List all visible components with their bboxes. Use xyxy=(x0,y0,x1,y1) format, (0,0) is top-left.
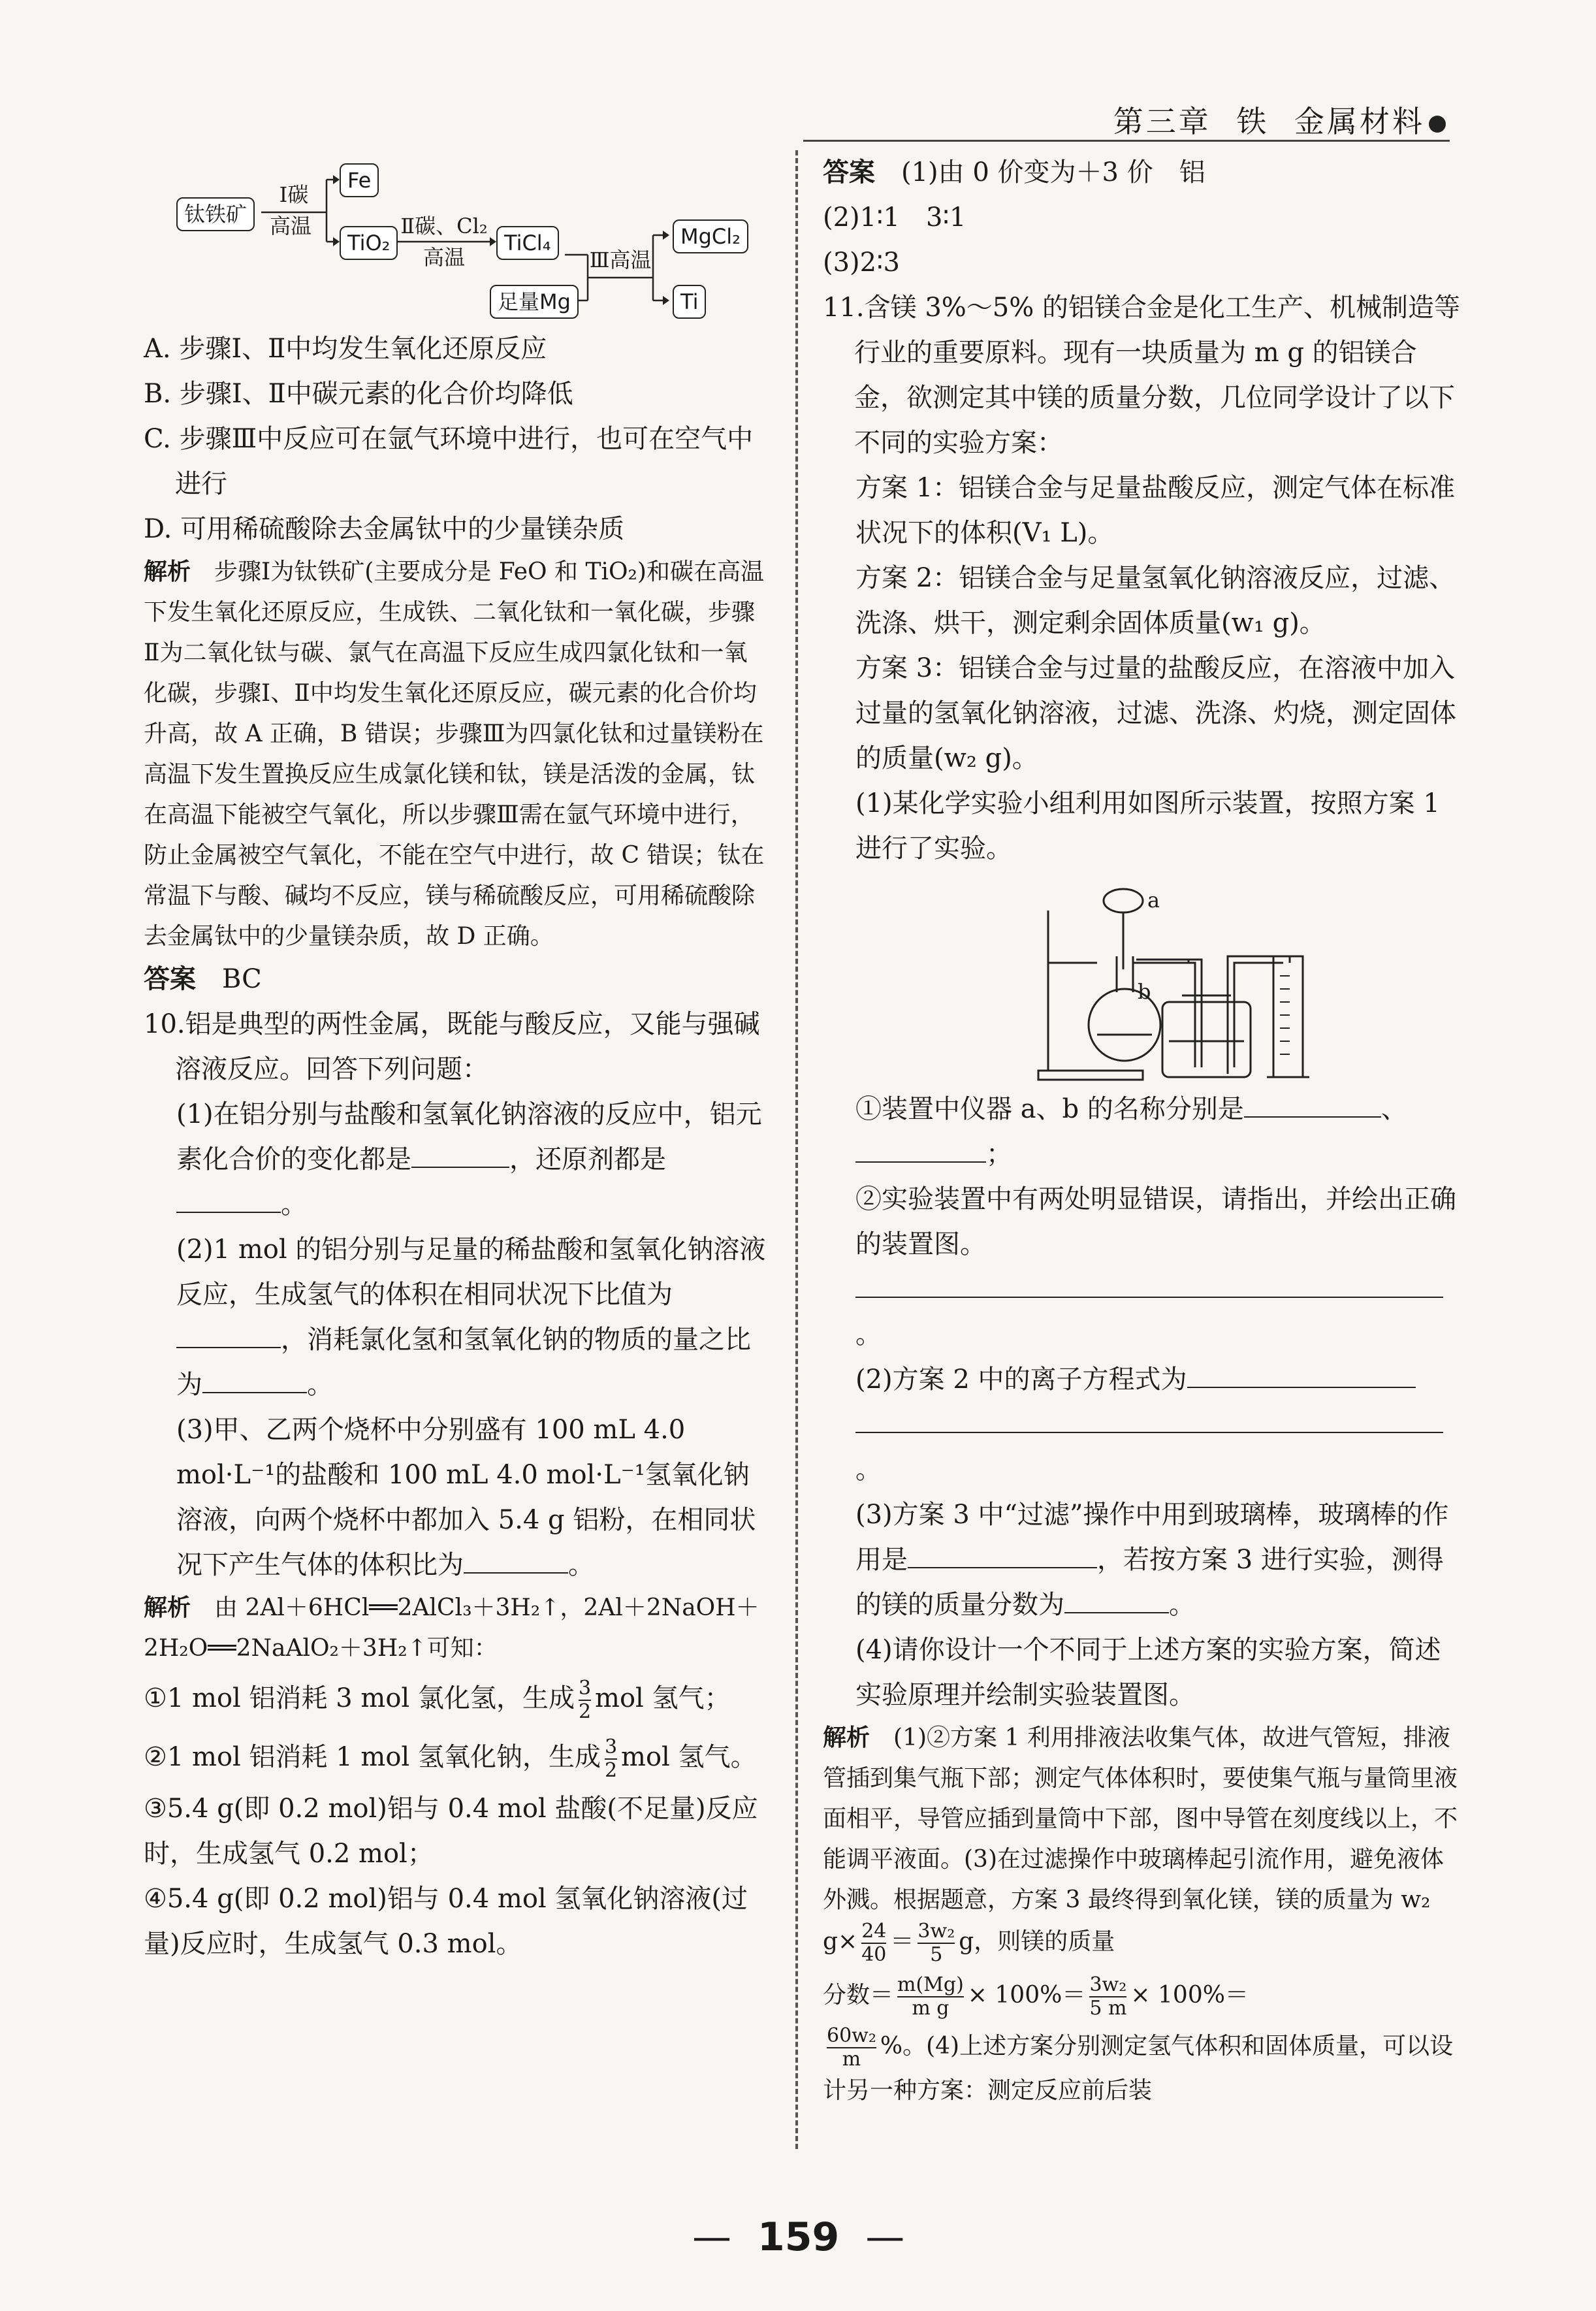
analysis-label-2: 解析 xyxy=(144,1594,191,1621)
label-b: b xyxy=(1138,979,1151,1004)
page-header xyxy=(1113,98,1446,141)
q10-part3-text: (3)甲、乙两个烧杯中分别盛有 100 mL 4.0 mol·L⁻¹的盐酸和 100 mL 4.0 mol·L⁻¹氢氧化钠溶液，向两个烧杯中都加入 5.4 g 铝粉，在相同状况下产生气体的体积比为 xyxy=(176,1415,756,1580)
sub3-text: (3)方案 3 中“过滤”操作中用到玻璃棒，玻璃棒的作用是 xyxy=(855,1500,1449,1575)
blank-e[interactable] xyxy=(908,1541,1097,1568)
q11-analysis-text-2: g，则镁的质量 xyxy=(959,1928,1115,1955)
step3-label: Ⅲ高温 xyxy=(589,248,652,272)
sep-end: ； xyxy=(986,1139,1012,1169)
q10-stem xyxy=(144,1002,771,1092)
blank-3[interactable] xyxy=(176,1321,281,1348)
fraction-60w2-m xyxy=(827,2025,876,2071)
q11-analysis xyxy=(823,1718,1463,1966)
header-rule xyxy=(803,140,1450,142)
blank-f[interactable] xyxy=(1064,1586,1169,1613)
a2-text-b: mol 氢气。 xyxy=(621,1742,757,1772)
sub-question-1: (1)某化学实验小组利用如图所示装置，按照方案 1 进行了实验。 xyxy=(855,788,1440,864)
right-column xyxy=(823,150,1463,2111)
analysis-label: 解析 xyxy=(144,558,191,585)
q10-analysis-4: ④5.4 g(即 0.2 mol)铝与 0.4 mol 氢氧化钠溶液(过量)反应时，生成氢气 0.3 mol。 xyxy=(144,1884,748,1959)
step2-condition: 高温 xyxy=(423,245,465,270)
fraction-3-2-b xyxy=(605,1736,617,1782)
blank-1[interactable] xyxy=(411,1140,509,1168)
equals: ＝ xyxy=(890,1928,914,1955)
frac-num: 3w₂ xyxy=(1089,1973,1127,1996)
q9-analysis xyxy=(144,552,771,957)
q9-answer xyxy=(144,957,771,1002)
blank-d[interactable] xyxy=(855,1406,1443,1433)
frac-num: 3w₂ xyxy=(918,1920,955,1943)
frac-num: 24 xyxy=(861,1920,887,1943)
frac-num: 3 xyxy=(604,1736,618,1758)
analysis-label-3: 解析 xyxy=(823,1724,870,1751)
blank-5[interactable] xyxy=(464,1546,568,1574)
fraction-3w2-5m xyxy=(1089,1974,1126,2020)
step1-label: Ⅰ碳 xyxy=(279,182,309,207)
blank-c[interactable] xyxy=(1187,1361,1416,1388)
q10-number: 10. xyxy=(144,1009,185,1039)
q11-number: 11. xyxy=(823,293,865,323)
sub-question-2: (2)方案 2 中的离子方程式为 。 xyxy=(823,1357,1463,1493)
left-column xyxy=(144,150,771,1967)
times-100-b: × 100%＝ xyxy=(1130,1982,1249,2009)
sub-question-3 xyxy=(823,1493,1463,1628)
fraction-3w2-5 xyxy=(918,1920,955,1966)
step2-label: Ⅱ碳、Cl₂ xyxy=(400,214,488,238)
blank-a[interactable] xyxy=(1244,1090,1381,1118)
a1-text: ①1 mol 铝消耗 3 mol 氯化氢，生成 xyxy=(144,1683,575,1713)
q9-answer-text: BC xyxy=(222,964,262,994)
bullet-icon xyxy=(1429,116,1446,133)
frac-den: 2 xyxy=(578,1700,592,1723)
chapter-subtitle: 金属材料 xyxy=(1294,104,1425,139)
frac-den: 5 xyxy=(930,1943,943,1966)
sub1-q2: ②实验装置中有两处明显错误，请指出，并绘出正确的装置图。 xyxy=(855,1184,1456,1259)
tio2-box: TiO₂ xyxy=(340,226,398,260)
sub1-q1-text: ①装置中仪器 a、b 的名称分别是 xyxy=(855,1094,1244,1124)
q10-stem-text: 铝是典型的两性金属，既能与酸反应，又能与强碱溶液反应。回答下列问题： xyxy=(175,1009,760,1084)
column-divider xyxy=(795,150,798,2149)
frac-den: 2 xyxy=(604,1759,618,1782)
answer-label: 答案 xyxy=(144,964,196,994)
option-d: D. 可用稀硫酸除去金属钛中的少量镁杂质 xyxy=(144,514,625,544)
frac-den: m xyxy=(842,2048,861,2071)
option-c: C. 步骤Ⅲ中反应可在氩气环境中进行，也可在空气中进行 xyxy=(144,424,754,499)
q10-part1: (1)在铝分别与盐酸和氢氧化钠溶液的反应中，铝元素化合价的变化都是 ，还原剂都是 。 xyxy=(176,1099,762,1220)
chapter-title: 铁 xyxy=(1236,104,1269,139)
blank-b[interactable] xyxy=(855,1135,986,1163)
titanium-flow-diagram xyxy=(144,150,771,327)
q10-analysis-3: ③5.4 g(即 0.2 mol)铝与 0.4 mol 盐酸(不足量)反应时，生成氢气 0.2 mol； xyxy=(144,1794,758,1869)
plan-3: 方案 3：铝镁合金与过量的盐酸反应，在溶液中加入过量的氢氧化钠溶液，过滤、洗涤、灼烧，测定固体的质量(w₂ g)。 xyxy=(855,653,1456,773)
q10-part1-text-b: ，还原剂都是 xyxy=(509,1144,666,1174)
sub3-text-b: ，若按方案 3 进行实验，测得的镁的质量分数为 xyxy=(855,1545,1444,1620)
frac-den: 40 xyxy=(861,1943,887,1966)
option-b: B. 步骤Ⅰ、Ⅱ中碳元素的化合价均降低 xyxy=(144,379,573,409)
fraction-label: 分数＝ xyxy=(823,1982,894,2009)
q10-analysis-2 xyxy=(144,1728,771,1786)
q11-stem xyxy=(823,285,1463,466)
fraction-3-2 xyxy=(579,1677,591,1723)
q10-part2-text-b: ，消耗氯化氢和氢氧化钠的物质的量之比为 xyxy=(176,1325,751,1400)
q10-analysis-1 xyxy=(144,1669,771,1728)
blank-2[interactable] xyxy=(176,1186,281,1213)
blank-4[interactable] xyxy=(202,1366,307,1393)
step1-condition: 高温 xyxy=(269,214,311,238)
sub1-q1 xyxy=(823,1087,1463,1177)
frac-num: 60w₂ xyxy=(827,2024,876,2047)
q10-answer-1: (1)由 0 价变为＋3 价 铝 xyxy=(901,157,1205,187)
ti-box: Ti xyxy=(673,285,706,319)
frac-den: 5 m xyxy=(1089,1997,1127,2020)
q10-part1-text: (1)在铝分别与盐酸和氢氧化钠溶液的反应中，铝元素化合价的变化都是 xyxy=(176,1099,762,1174)
times-100: × 100%＝ xyxy=(967,1982,1086,2009)
page-number: — 159 — xyxy=(692,2214,904,2260)
mgcl2-box: MgCl₂ xyxy=(673,219,748,253)
ticl4-box: TiCl₄ xyxy=(496,226,559,260)
sep: 、 xyxy=(1381,1094,1407,1124)
mg-box: 足量Mg xyxy=(490,285,579,319)
q10-answer xyxy=(823,150,1463,195)
frac-num: 3 xyxy=(578,1677,592,1700)
q10-part3: (3)甲、乙两个烧杯中分别盛有 100 mL 4.0 mol·L⁻¹的盐酸和 100 mL 4.0 mol·L⁻¹氢氧化钠溶液，向两个烧杯中都加入 5.4 g 铝粉，在相同状况下产生气体的体积比为 。 xyxy=(176,1415,756,1580)
sub2-text: (2)方案 2 中的离子方程式为 xyxy=(855,1365,1187,1395)
fraction-24-40 xyxy=(861,1920,886,1966)
q11-analysis-text-3: %。(4)上述方案分别测定氢气体积和固体质量，可以设计另一种方案：测定反应前后装 xyxy=(823,2033,1454,2104)
ore-box: 钛铁矿 xyxy=(176,197,255,231)
blank-line-1: 。 xyxy=(823,1267,1463,1357)
sub-question-4: (4)请你设计一个不同于上述方案的实验方案，简述实验原理并绘制实验装置图。 xyxy=(855,1635,1441,1710)
q11-mass-fraction xyxy=(823,1966,1463,2025)
fe-box: Fe xyxy=(340,163,379,197)
frac-den: m g xyxy=(912,1997,950,2020)
end-mark: 。 xyxy=(1169,1590,1195,1620)
option-a: A. 步骤Ⅰ、Ⅱ中均发生氧化还原反应 xyxy=(144,334,547,364)
label-a: a xyxy=(1147,888,1160,913)
plan-2: 方案 2：铝镁合金与足量氢氧化钠溶液反应，过滤、洗涤、烘干，测定剩余固体质量(w₁ g)。 xyxy=(855,563,1456,638)
plan-1: 方案 1：铝镁合金与足量盐酸反应，测定气体在标准状况下的体积(V₁ L)。 xyxy=(855,473,1456,548)
a1-text-b: mol 氢气； xyxy=(595,1683,731,1713)
q11-analysis-end xyxy=(823,2025,1463,2111)
q10-answer-3: (3)2∶3 xyxy=(823,248,900,278)
q10-analysis xyxy=(144,1588,771,1669)
chapter-label: 第三章 xyxy=(1113,104,1211,139)
a2-text: ②1 mol 铝消耗 1 mol 氢氧化钠，生成 xyxy=(144,1742,601,1772)
q10-analysis-text: 由 2Al＋6HCl══2AlCl₃＋3H₂↑，2Al＋2NaOH＋2H₂O══2NaAlO₂＋3H₂↑可知： xyxy=(144,1594,759,1662)
frac-num: m(Mg) xyxy=(897,1973,964,1996)
fraction-mmg xyxy=(897,1974,964,2020)
q9-analysis-text: 步骤Ⅰ为钛铁矿(主要成分是 FeO 和 TiO₂)和碳在高温下发生氧化还原反应，生成铁、二氧化钛和一氧化碳，步骤Ⅱ为二氧化钛与碳、氯气在高温下反应生成四氯化钛和一氧化碳，步骤Ⅰ、Ⅱ中均发生氧化还原反应，碳元素的化合价均升高，故 A 正确，B 错误；步骤Ⅲ为四氯化钛和过量镁粉在高温下发生置换反应生成氯化镁和钛，镁是活泼的金属，钛在高温下能被空气氧化，所以步骤Ⅲ需在氩气环境中进行，防止金属被空气氧化，不能在空气中进行，故 C 错误；钛在常温下与酸、碱均不反应，镁与稀硫酸反应，可用稀硫酸除去金属钛中的少量镁杂质，故 D 正确。 xyxy=(144,558,765,950)
q11-analysis-text: (1)②方案 1 利用排液法收集气体，故进气管短，排液管插到集气瓶下部；测定气体体积时，要使集气瓶与量筒里液面相平，导管应插到量筒中下部，图中导管在刻度线以上，不能调平液面。(3)在过滤操作中玻璃棒起引流作用，避免液体外溅。根据题意，方案 3 最终得到氧化镁，镁的质量为 w₂ g× xyxy=(823,1724,1458,1955)
q10-answer-2: (2)1∶1 3∶1 xyxy=(823,202,966,233)
answer-label-2: 答案 xyxy=(823,157,875,187)
q10-part2-text: (2)1 mol 的铝分别与足量的稀盐酸和氢氧化钠溶液反应，生成氢气的体积在相同状况下比值为 xyxy=(176,1235,766,1310)
apparatus-figure xyxy=(823,871,1463,1087)
q10-part2: (2)1 mol 的铝分别与足量的稀盐酸和氢氧化钠溶液反应，生成氢气的体积在相同状况下比值为，消耗氯化氢和氢氧化钠的物质的量之比为 。 xyxy=(176,1235,766,1400)
q11-stem-text: 含镁 3%～5% 的铝镁合金是化工生产、机械制造等行业的重要原料。现有一块质量为 m g 的铝镁合金，欲测定其中镁的质量分数，几位同学设计了以下不同的实验方案： xyxy=(854,293,1460,458)
answer-line[interactable] xyxy=(855,1270,1443,1298)
